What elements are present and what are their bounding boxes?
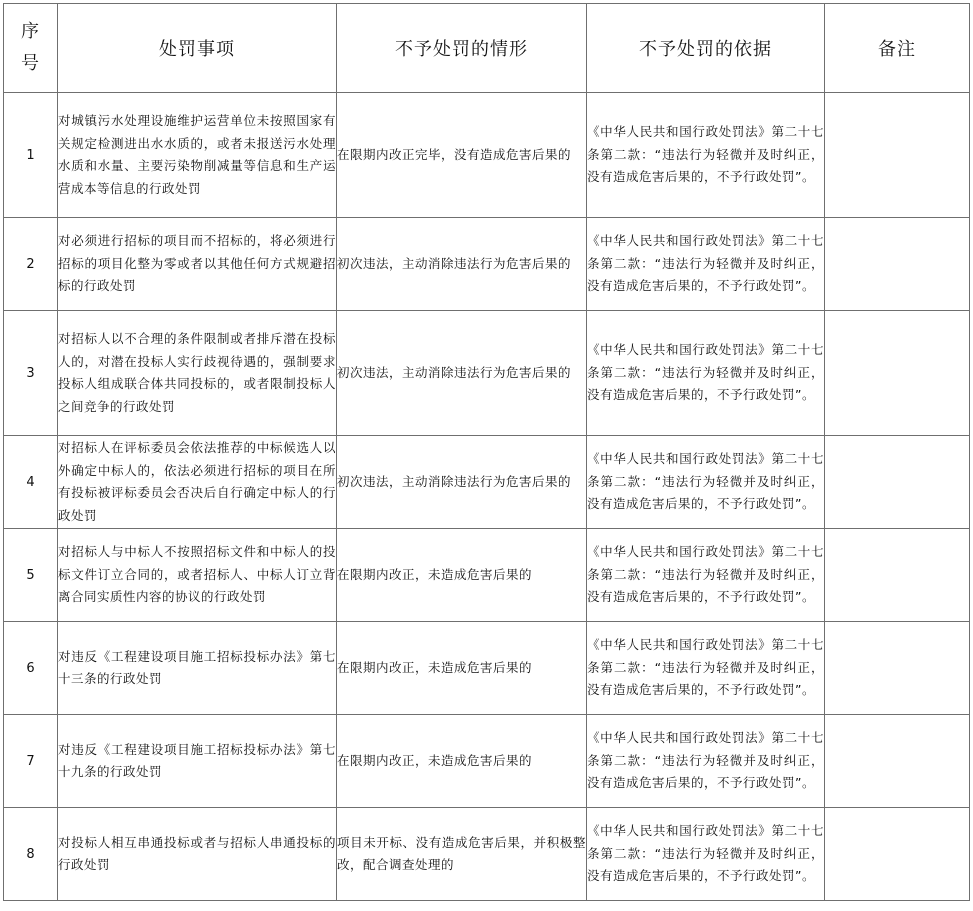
- cell-condition: 初次违法，主动消除违法行为危害后果的: [337, 436, 587, 529]
- penalty-exemption-table: [3, 3, 970, 901]
- cell-item: 对违反《工程建设项目施工招标投标办法》第七十九条的行政处罚: [58, 715, 337, 808]
- cell-basis: 《中华人民共和国行政处罚法》第二十七条第二款：“违法行为轻微并及时纠正，没有造成危害后果的，不予行政处罚”。: [587, 218, 825, 311]
- header-seq-top: 序: [21, 21, 40, 42]
- header-remark: 备注: [825, 4, 970, 93]
- cell-basis: 《中华人民共和国行政处罚法》第二十七条第二款：“违法行为轻微并及时纠正，没有造成危害后果的，不予行政处罚”。: [587, 311, 825, 436]
- header-seq-bottom: 号: [21, 53, 40, 74]
- cell-item: 对必须进行招标的项目而不招标的，将必须进行招标的项目化整为零或者以其他任何方式规避招标的行政处罚: [58, 218, 337, 311]
- cell-seq: 1: [4, 93, 58, 218]
- cell-condition: 在限期内改正，未造成危害后果的: [337, 715, 587, 808]
- header-seq: [4, 4, 58, 93]
- cell-item: 对违反《工程建设项目施工招标投标办法》第七十三条的行政处罚: [58, 622, 337, 715]
- cell-remark: [825, 622, 970, 715]
- cell-basis: 《中华人民共和国行政处罚法》第二十七条第二款：“违法行为轻微并及时纠正，没有造成危害后果的，不予行政处罚”。: [587, 622, 825, 715]
- cell-item: 对招标人与中标人不按照招标文件和中标人的投标文件订立合同的，或者招标人、中标人订立背离合同实质性内容的协议的行政处罚: [58, 529, 337, 622]
- cell-condition: 在限期内改正，未造成危害后果的: [337, 622, 587, 715]
- cell-item: 对招标人在评标委员会依法推荐的中标候选人以外确定中标人的，依法必须进行招标的项目在所有投标被评标委员会否决后自行确定中标人的行政处罚: [58, 436, 337, 529]
- cell-item: 对招标人以不合理的条件限制或者排斥潜在投标人的，对潜在投标人实行歧视待遇的，强制要求投标人组成联合体共同投标的，或者限制投标人之间竞争的行政处罚: [58, 311, 337, 436]
- cell-condition: 在限期内改正，未造成危害后果的: [337, 529, 587, 622]
- cell-remark: [825, 808, 970, 901]
- table-row: [4, 93, 970, 218]
- cell-condition: 在限期内改正完毕，没有造成危害后果的: [337, 93, 587, 218]
- cell-remark: [825, 93, 970, 218]
- table-row: [4, 436, 970, 529]
- table-row: [4, 311, 970, 436]
- cell-seq: 5: [4, 529, 58, 622]
- cell-remark: [825, 436, 970, 529]
- cell-remark: [825, 529, 970, 622]
- table-row: [4, 808, 970, 901]
- cell-condition: 项目未开标、没有造成危害后果，并积极整改，配合调查处理的: [337, 808, 587, 901]
- table-header-row: [4, 4, 970, 93]
- header-basis: 不予处罚的依据: [587, 4, 825, 93]
- cell-remark: [825, 715, 970, 808]
- cell-seq: 4: [4, 436, 58, 529]
- table-row: [4, 218, 970, 311]
- cell-condition: 初次违法，主动消除违法行为危害后果的: [337, 218, 587, 311]
- table-row: [4, 715, 970, 808]
- cell-basis: 《中华人民共和国行政处罚法》第二十七条第二款：“违法行为轻微并及时纠正，没有造成危害后果的，不予行政处罚”。: [587, 436, 825, 529]
- cell-item: 对城镇污水处理设施维护运营单位未按照国家有关规定检测进出水水质的，或者未报送污水处理水质和水量、主要污染物削减量等信息和生产运营成本等信息的行政处罚: [58, 93, 337, 218]
- cell-item: 对投标人相互串通投标或者与招标人串通投标的行政处罚: [58, 808, 337, 901]
- cell-basis: 《中华人民共和国行政处罚法》第二十七条第二款：“违法行为轻微并及时纠正，没有造成危害后果的，不予行政处罚”。: [587, 529, 825, 622]
- cell-basis: 《中华人民共和国行政处罚法》第二十七条第二款：“违法行为轻微并及时纠正，没有造成危害后果的，不予行政处罚”。: [587, 93, 825, 218]
- cell-remark: [825, 218, 970, 311]
- header-condition: 不予处罚的情形: [337, 4, 587, 93]
- cell-basis: 《中华人民共和国行政处罚法》第二十七条第二款：“违法行为轻微并及时纠正，没有造成危害后果的，不予行政处罚”。: [587, 715, 825, 808]
- cell-condition: 初次违法，主动消除违法行为危害后果的: [337, 311, 587, 436]
- cell-seq: 3: [4, 311, 58, 436]
- cell-seq: 2: [4, 218, 58, 311]
- cell-seq: 7: [4, 715, 58, 808]
- cell-basis: 《中华人民共和国行政处罚法》第二十七条第二款：“违法行为轻微并及时纠正，没有造成危害后果的，不予行政处罚”。: [587, 808, 825, 901]
- cell-seq: 8: [4, 808, 58, 901]
- table-row: [4, 529, 970, 622]
- table-row: [4, 622, 970, 715]
- header-item: 处罚事项: [58, 4, 337, 93]
- cell-seq: 6: [4, 622, 58, 715]
- cell-remark: [825, 311, 970, 436]
